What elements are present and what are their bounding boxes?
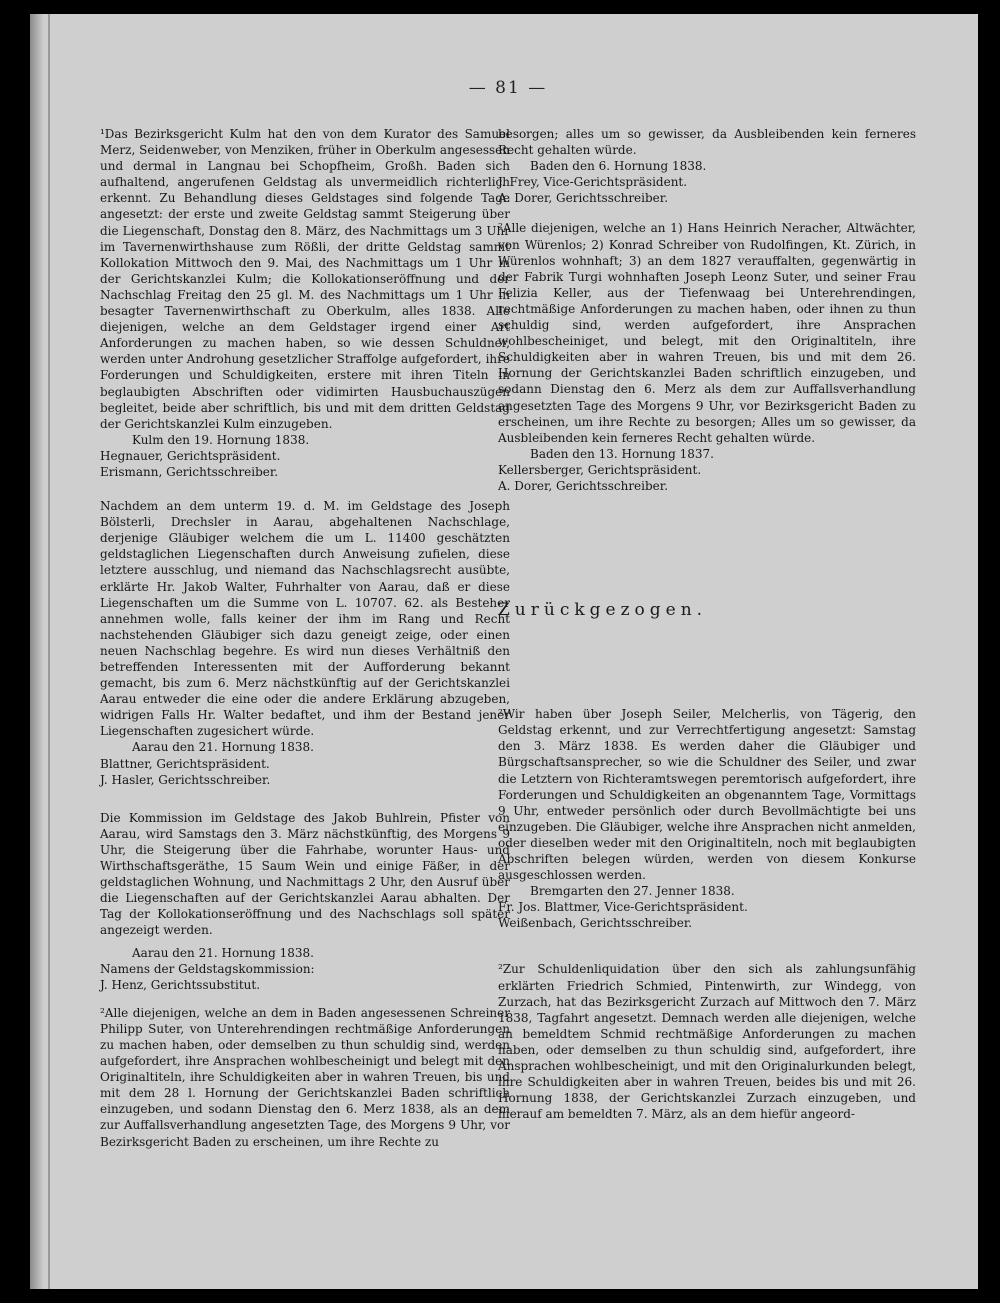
signature-president: Kellersberger, Gerichtspräsident. bbox=[498, 462, 702, 477]
signature-clerk: Erismann, Gerichtsschreiber. bbox=[100, 464, 279, 479]
notice-text: Nachdem an dem unterm 19. d. M. im Geldstage des Joseph Bölsterli, Drechsler in Aarau, abgehaltenen Nachschlage, derjenige Gläubiger welchem die um L. 11400 geschätzten geldstaglichen Liegenschaften durch Anweisung zufielen, diese letztere ausschlug, und niemand das Nachschlagsrecht ausübte, erklärte Hr. Jakob Walter, Fuhrhalter von Aarau, daß er diese Liegenschaften um die Summe von L. 10707. 62. als Besteher annehmen wolle, falls keiner der ihm im Rang und Recht nachstehenden Gläubiger sich dazu geneigt zeige, oder einen neuen Nachschlag begehre. Es wird nun dieses Verhältniß den betreffenden Interessenten mit der Aufforderung bekannt gemacht, bis zum 6. Merz nächstkünftig auf der Gerichtskanzlei Aarau entweder die eine oder die andere Erklärung abzugeben, widrigen Falls Hr. Walter bedaftet, und ihm der Bestand jener Liegenschaften zugesichert würde. bbox=[100, 499, 510, 739]
signature-clerk: J. Hasler, Gerichtsschreiber. bbox=[100, 772, 271, 787]
signature-clerk: Weißenbach, Gerichtsschreiber. bbox=[498, 916, 693, 931]
notice-boelsterli bbox=[100, 498, 510, 788]
signature-commission: Namens der Geldstagskommission: bbox=[100, 961, 315, 976]
notice-text: besorgen; alles um so gewisser, da Ausbleibenden kein ferneres Recht gehalten würde. bbox=[498, 127, 916, 158]
notice-suter bbox=[100, 1005, 510, 1150]
section-heading-withdrawn: Zurückgezogen. bbox=[498, 600, 708, 621]
notice-date: Baden den 6. Hornung 1838. bbox=[530, 159, 707, 174]
notice-text: ²Alle diejenigen, welche an dem in Baden angesessenen Schreiner Philipp Suter, von Unterehrendingen rechtmäßige Anforderungen zu machen haben, oder demselben zu thun schuldig sind, werden aufgefordert, ihre Ansprachen wohlbescheinigt und belegt mit den Originaltiteln, ihre Schuldigkeiten aber in wahren Treuen, bis und mit dem 28 l. Hornung der Gerichtskanzlei Baden schriftlich einzugeben, und sodann Dienstag den 6. Merz 1838, als an dem zur Auffallsverhandlung angesetzten Tage, des Morgens 9 Uhr, vor Bezirksgericht Baden zu erscheinen, um ihre Rechte zu bbox=[100, 1005, 510, 1149]
notice-seiler bbox=[498, 706, 916, 931]
notice-schmied bbox=[498, 961, 916, 1122]
notice-suter-continued bbox=[498, 126, 916, 206]
scanned-page bbox=[30, 14, 978, 1289]
notice-buhlrein bbox=[100, 810, 510, 993]
notice-text: ²Alle diejenigen, welche an 1) Hans Heinrich Neracher, Altwächter, von Würenlos; 2) Konrad Schreiber von Rudolfingen, Kt. Zürich, in Würenlos wohnhaft; 3) an dem 1827 verauffalten, gegenwärtig in der Fabrik Turgi wohnhaften Joseph Leonz Suter, und seiner Frau Felizia Keller, aus der Tiefenwaag bei Unterehrendingen, rechtmäßige Anforderungen zu machen haben, oder ihnen zu thun schuldig sind, werden aufgefordert, ihre Ansprachen wohlbescheiniget, und belegt, mit den Originaltiteln, ihre Schuldigkeiten aber in wahren Treuen, bis und mit dem 26. Hornung der Gerichtskanzlei Baden schriftlich einzugeben, und sodann Dienstag den 6. Merz als dem zur Auffallsverhandlung angesetzten Tage des Morgens 9 Uhr, vor Bezirksgericht Baden zu erscheinen, um ihre Rechte zu besorgen; Alles um so gewisser, da Ausbleibenden kein ferneres Recht gehalten würde. bbox=[498, 221, 916, 445]
signature-vice-president: J. Frey, Vice-Gerichtspräsident. bbox=[498, 175, 688, 190]
signature-clerk: A. Dorer, Gerichtsschreiber. bbox=[498, 478, 669, 493]
notice-text: Die Kommission im Geldstage des Jakob Buhlrein, Pfister von Aarau, wird Samstags den 3. März nächstkünftig, des Morgens 9 Uhr, die Steigerung über die Fahrhabe, worunter Haus- und Wirthschaftsgeräthe, 15 Saum Wein und einige Fäßer, in der geldstaglichen Wohnung, und Nachmittags 2 Uhr, den Ausruf über die Liegenschaften auf der Gerichtskanzlei Aarau abhalten. Der Tag der Kollokationseröffnung und des Nachschlags soll später angezeigt werden. bbox=[100, 810, 510, 938]
signature-president: Hegnauer, Gerichtspräsident. bbox=[100, 448, 281, 463]
notice-text: ²Zur Schuldenliquidation über den sich als zahlungsunfähig erklärten Friedrich Schmied, Pintenwirth, zur Windegg, von Zurzach, hat das Bezirksgericht Zurzach auf Mittwoch den 7. März 1838, Tagfahrt angesetzt. Demnach werden alle diejenigen, welche an bemeldtem Schmid rechtmäßige Anforderungen zu machen haben, oder demselben zu thun schuldig sind, aufgefordert, ihre Ansprachen wohlbescheinigt, und mit den Originalurkunden belegt, ihre Schuldigkeiten aber in wahren Treuen, beides bis und mit 26. Hornung 1838, der Gerichtskanzlei Zurzach einzugeben, und hierauf am bemeldten 7. März, als an dem hiefür angeord- bbox=[498, 962, 916, 1122]
left-column bbox=[100, 126, 510, 1150]
signature-president: Blattner, Gerichtspräsident. bbox=[100, 756, 270, 771]
notice-neracher bbox=[498, 220, 916, 494]
notice-text: ²Wir haben über Joseph Seiler, Melcherlis, von Tägerig, den Geldstag erkennt, und zur Verrechtfertigung angesetzt: Samstag den 3. März 1838. Es werden daher die Gläubiger und Bürgschaftsansprecher, so wie die Schuldner des Seiler, und zwar die Letztern von Richteramtswegen peremtorisch aufgefordert, ihre Forderungen und Schuldigkeiten an obgenanntem Tage, Vormittags 9 Uhr, entweder persönlich oder durch Bevollmächtigte bei uns einzugeben. Die Gläubiger, welche ihre Ansprachen nicht anmelden, oder dieselben weder mit den Originaltiteln, noch mit beglaubigten Abschriften belegen würden, werden von diesem Konkurse ausgeschlossen werden. bbox=[498, 707, 916, 883]
page-number: — 81 — bbox=[468, 78, 548, 98]
notice-date: Baden den 13. Hornung 1837. bbox=[530, 446, 714, 461]
notice-date: Bremgarten den 27. Jenner 1838. bbox=[530, 884, 735, 899]
notice-date: Kulm den 19. Hornung 1838. bbox=[132, 432, 310, 447]
signature-clerk: A. Dorer, Gerichtsschreiber. bbox=[498, 191, 669, 206]
notice-date: Aarau den 21. Hornung 1838. bbox=[132, 945, 314, 960]
signature-vice-president: Fr. Jos. Blattmer, Vice-Gerichtspräsident. bbox=[498, 900, 748, 915]
signature-substitute: J. Henz, Gerichtssubstitut. bbox=[100, 977, 261, 992]
notice-kulm bbox=[100, 126, 510, 480]
right-column bbox=[498, 126, 916, 1122]
notice-date: Aarau den 21. Hornung 1838. bbox=[132, 740, 314, 755]
binding-gutter bbox=[30, 14, 44, 1289]
page-fold-line bbox=[48, 14, 50, 1289]
notice-text: ¹Das Bezirksgericht Kulm hat den von dem Kurator des Samuel Merz, Seidenweber, von Menziken, früher in Oberkulm angesessen und dermal in Langnau bei Schopfheim, Großh. Baden sich aufhaltend, angerufenen Geldstag als unvermeidlich richterlich erkennt. Zu Behandlung dieses Geldstages sind folgende Tage angesetzt: der erste und zweite Geldstag sammt Steigerung über die Liegenschaft, Donstag den 8. März, des Nachmittags um 3 Uhr im Tavernenwirthshause zum Rößli, der dritte Geldstag sammt Kollokation Mittwoch den 9. Mai, des Nachmittags um 1 Uhr in der Gerichtskanzlei Kulm; die Kollokationseröffnung und der Nachschlag Freitag den 25 gl. M. des Nachmittags um 1 Uhr in besagter Tavernenwirthschaft zu Oberkulm, alles 1838. Alle diejenigen, welche an dem Geldstager irgend einer Art Anforderungen zu machen haben, so wie dessen Schuldner, werden unter Androhung gesetzlicher Straffolge aufgefordert, ihre Forderungen und Schuldigkeiten, erstere mit ihren Titeln in beglaubigten Abschriften oder vidimirten Hausbuchauszügen begleitet, beide aber schriftlich, bis und mit dem dritten Geldstag der Gerichtskanzlei Kulm einzugeben. bbox=[100, 127, 510, 431]
